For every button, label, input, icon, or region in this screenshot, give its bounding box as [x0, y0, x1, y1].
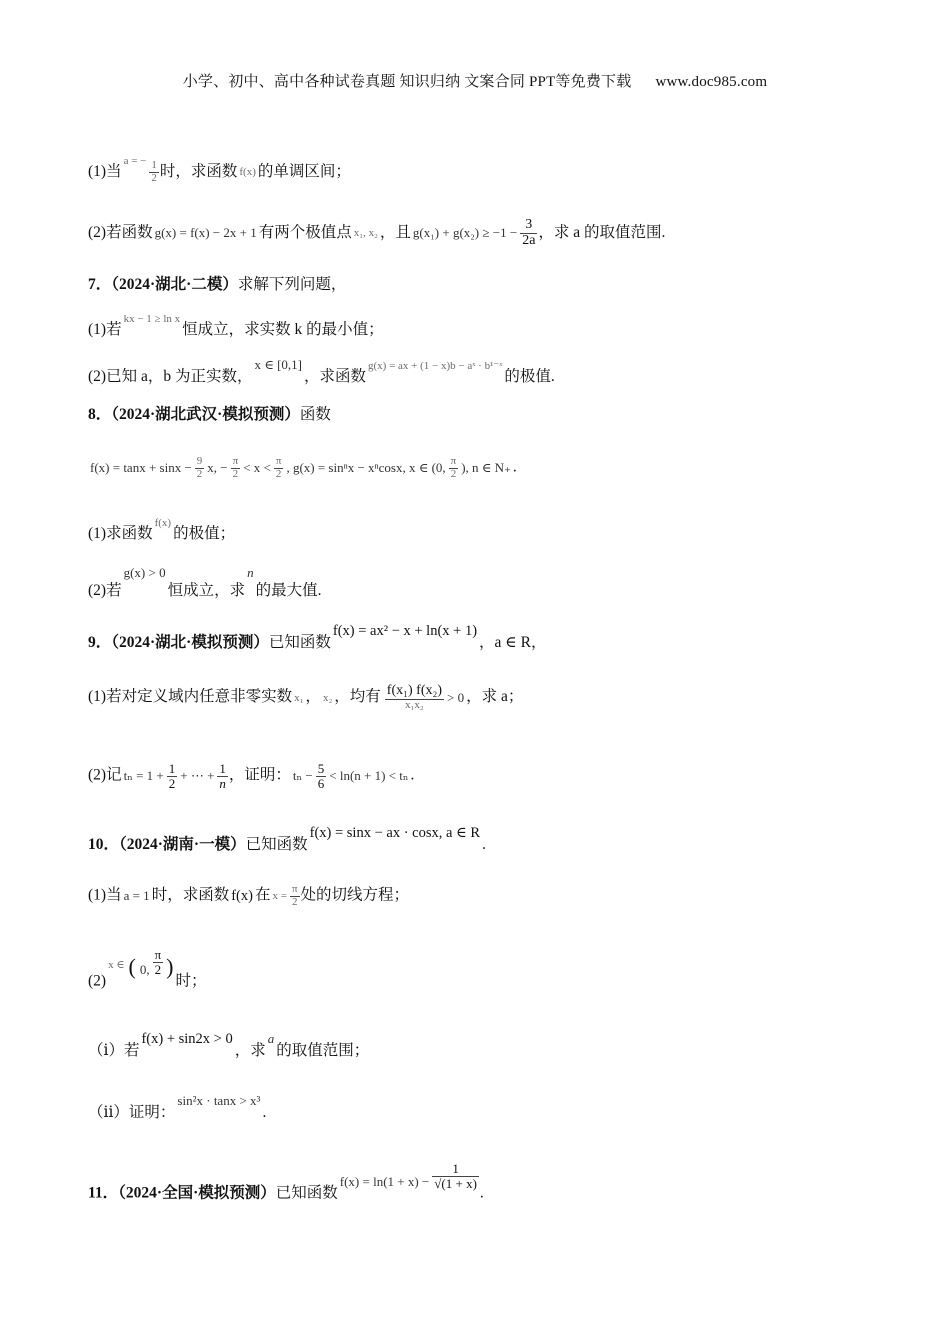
question-8-title: 8．（2024·湖北武汉·模拟预测）函数 — [88, 406, 331, 423]
question-11-title: 11．（2024·全国·模拟预测）已知函数f(x) = ln(1 + x) − $\frac{1}{√(1 + x)}$ . — [88, 1161, 484, 1202]
q8-part2: (2)若g(x) > 0恒成立，求n的最大值. — [88, 565, 322, 599]
q6-part2: (2)若函数 g(x) = f(x) − 2x + 1 有两个极值点 x₁, x₂ ，且 g(x₁) + g(x₂) ≥ −1 − $\frac{3}{2a}$ ，求 a 的取值范围. — [88, 217, 666, 248]
q10-part2: (2)x ∈ ( 0, $\frac{\pi}{2}$ )时； — [88, 947, 207, 990]
q9-part2: (2)记 tₙ = 1 + $\frac{1}{2}$ + ⋯ + $\frac{1}{n}$ ，证明： tₙ − $\frac{5}{6}$ < ln(n + 1) < tₙ . — [88, 761, 415, 791]
question-9-title: 9．（2024·湖北·模拟预测）已知函数f(x) = ax² − x + ln(x + 1)，a ∈ R， — [88, 623, 547, 651]
header-text: 小学、初中、高中各种试卷真题 知识归纳 文案合同 PPT等免费下载 — [182, 74, 632, 90]
q8-part1: (1)求函数f(x)的极值； — [88, 517, 236, 542]
question-7-title: 7．（2024·湖北·二模）求解下列问题， — [88, 276, 347, 293]
page-header — [0, 70, 950, 91]
q8-formula: f(x) = tanx + sinx − $\frac{9}{2}$ x, − $\frac{\pi}{2}$ < x < $\frac{\pi}{2}$ , g(x) = sinⁿx − xⁿcosx, x ∈ (0, $\frac{\pi}{2}$ ), n ∈ N₊ . — [90, 455, 517, 480]
q7-part1: (1)若kx − 1 ≥ ln x恒成立，求实数 k 的最小值； — [88, 313, 384, 338]
question-10-title: 10．（2024·湖南·一模）已知函数f(x) = sinx − ax · cosx, a ∈ R. — [88, 825, 486, 853]
q7-part2: (2)已知 a，b 为正实数，x ∈ [0,1]，求函数g(x) = ax + (1 − x)b − aˣ · b¹⁻ˣ的极值. — [88, 357, 555, 385]
q10-part1: (1)当 a = 1 时，求函数 f(x) 在 x = $\frac{\pi}{2}$ 处的切线方程； — [88, 883, 410, 908]
q10-sub-i: （ⅰ）若f(x) + sin2x > 0，求a的取值范围； — [88, 1031, 370, 1059]
q9-part1: (1)若对定义域内任意非零实数 x₁ ， x₂ ，均有 $\frac{\text{f(x₁) f(x₂)}}{\text{x₁x₂}}$ > 0 ，求 a； — [88, 683, 524, 711]
header-site: www.doc985.com — [655, 74, 768, 90]
q10-sub-ii: （ⅱ）证明：sin²x · tanx > x³. — [88, 1093, 267, 1121]
q6-part1: (1)当a = − $\frac{1}{2}$ 时，求函数 f(x) 的单调区间； — [88, 155, 351, 184]
